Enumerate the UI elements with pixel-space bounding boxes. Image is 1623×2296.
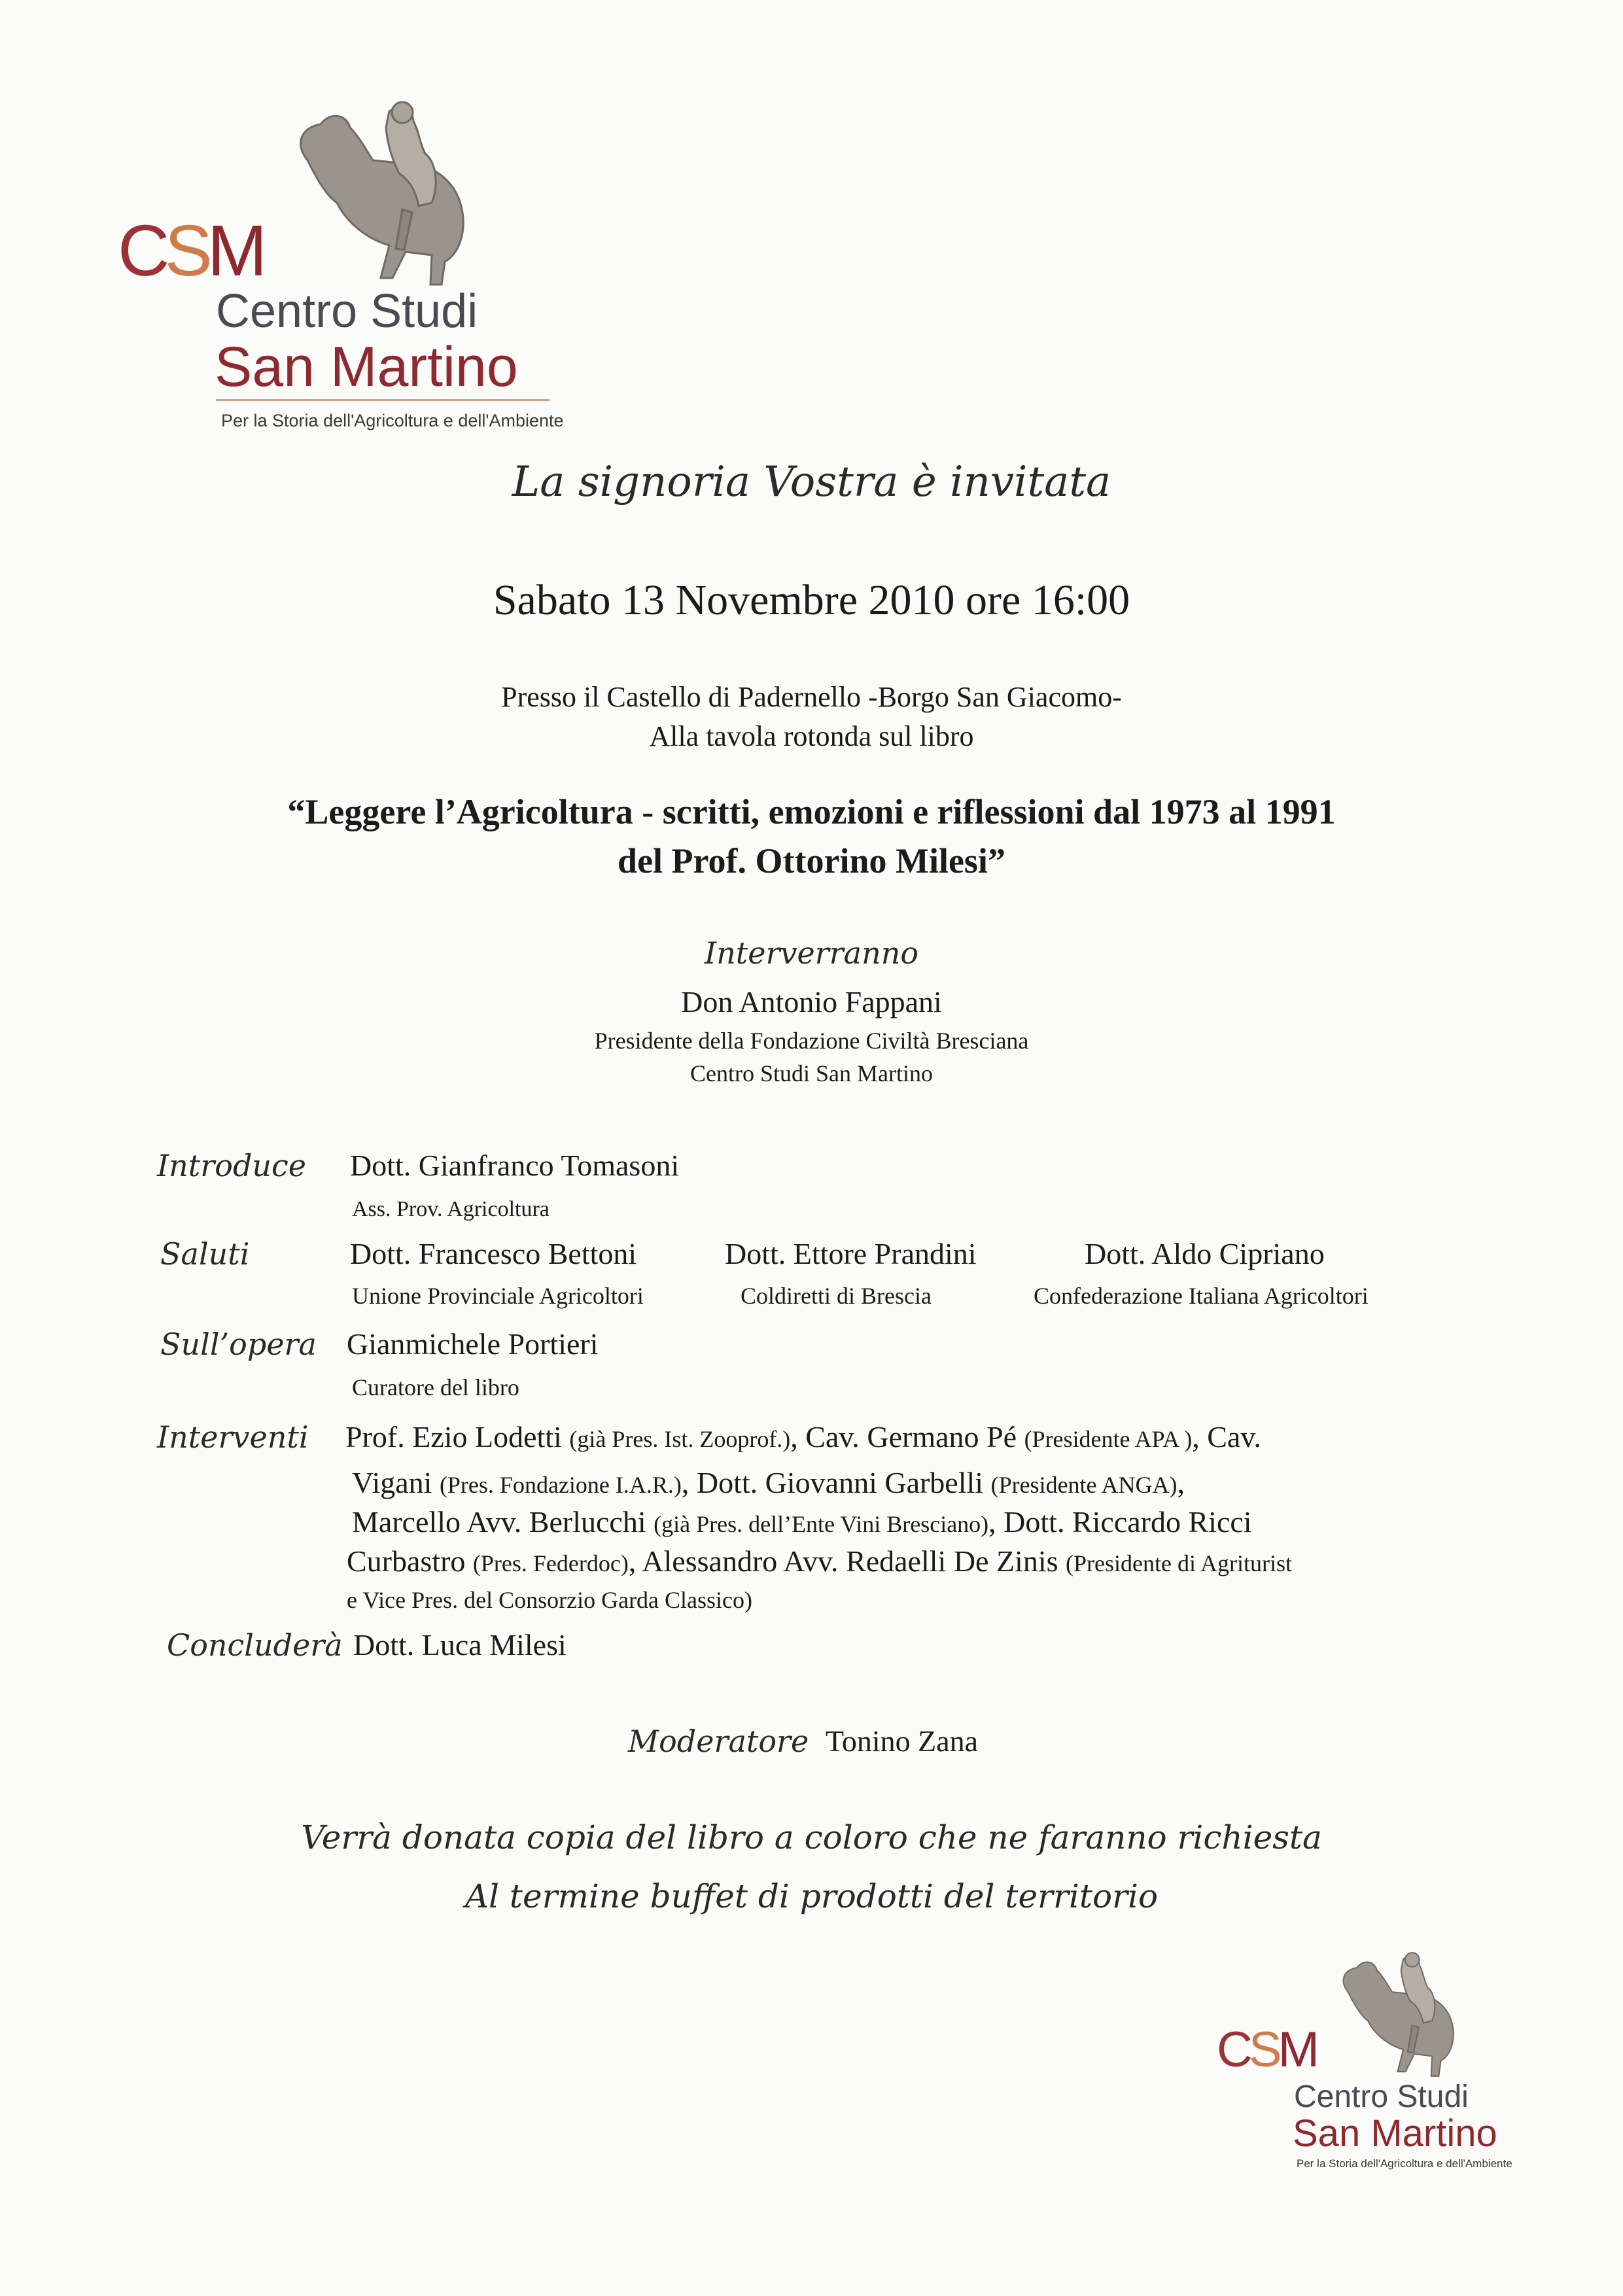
logo-bottom bbox=[1217, 1949, 1531, 2185]
opera-label: Sull’opera bbox=[160, 1327, 317, 1362]
logo-line1: Centro Studi bbox=[216, 285, 478, 338]
event-date: Sabato 13 Novembre 2010 ore 16:00 bbox=[493, 576, 1130, 624]
logo-divider bbox=[216, 399, 550, 401]
saluti-role-3: Confederazione Italiana Agricoltori bbox=[1034, 1283, 1369, 1309]
moderatore-name: Tonino Zana bbox=[826, 1724, 979, 1758]
book-title-1: “Leggere l’Agricoltura - scritti, emozioni e riflessioni dal 1973 al 1991 bbox=[287, 792, 1336, 831]
logo-mark: CSM bbox=[118, 211, 262, 291]
saluti-name-3: Dott. Aldo Cipriano bbox=[1085, 1237, 1325, 1270]
footer-line-2: Al termine buffet di prodotti del territorio bbox=[464, 1877, 1159, 1915]
book-title-2: del Prof. Ottorino Milesi” bbox=[618, 841, 1005, 880]
opera-name: Gianmichele Portieri bbox=[347, 1327, 599, 1361]
interventi-line-5: e Vice Pres. del Consorzio Garda Classico) bbox=[347, 1587, 753, 1613]
footer-line-1: Verrà donata copia del libro a coloro che ne faranno richiesta bbox=[301, 1818, 1322, 1856]
saluti-role-2: Coldiretti di Brescia bbox=[741, 1283, 932, 1309]
intervene-role-1: Presidente della Fondazione Civiltà Bresciana bbox=[594, 1028, 1029, 1054]
opera-role: Curatore del libro bbox=[352, 1374, 519, 1400]
interventi-line-3: Marcello Avv. Berlucchi (già Pres. dell’Ente Vini Bresciano), Dott. Riccardo Ricci bbox=[352, 1505, 1252, 1539]
logo-tagline: Per la Storia dell'Agricoltura e dell'Ambiente bbox=[221, 411, 564, 430]
conclude-label: Concluderà bbox=[167, 1627, 343, 1663]
logo-tagline: Per la Storia dell'Agricoltura e dell'Ambiente bbox=[1297, 2157, 1512, 2170]
logo-line2: San Martino bbox=[1293, 2112, 1497, 2155]
logo-mark: CSM bbox=[1217, 2022, 1316, 2078]
conclude-name: Dott. Luca Milesi bbox=[353, 1628, 567, 1661]
saluti-name-2: Dott. Ettore Prandini bbox=[725, 1237, 977, 1270]
invite-heading: La signoria Vostra è invitata bbox=[512, 458, 1111, 506]
interventi-line-2: Vigani (Pres. Fondazione I.A.R.), Dott. Giovanni Garbelli (Presidente ANGA), bbox=[352, 1466, 1185, 1499]
horse-rider-statue-icon bbox=[1321, 1949, 1472, 2083]
introduce-label: Introduce bbox=[157, 1148, 307, 1183]
introduce-role: Ass. Prov. Agricoltura bbox=[352, 1197, 550, 1221]
saluti-role-1: Unione Provinciale Agricoltori bbox=[352, 1283, 644, 1309]
intervene-role-2: Centro Studi San Martino bbox=[690, 1060, 933, 1087]
intervene-name: Don Antonio Fappani bbox=[681, 985, 942, 1018]
logo-line1: Centro Studi bbox=[1294, 2079, 1469, 2114]
venue-line-2: Alla tavola rotonda sul libro bbox=[649, 720, 974, 752]
introduce-name: Dott. Gianfranco Tomasoni bbox=[350, 1149, 680, 1182]
logo-top bbox=[111, 98, 569, 438]
saluti-label: Saluti bbox=[160, 1236, 250, 1272]
interventi-line-1: Prof. Ezio Lodetti (già Pres. Ist. Zooprof.), Cav. Germano Pé (Presidente APA ), Cav. bbox=[345, 1420, 1261, 1453]
saluti-name-1: Dott. Francesco Bettoni bbox=[350, 1237, 637, 1270]
logo-line2: San Martino bbox=[215, 336, 518, 398]
venue-line-1: Presso il Castello di Padernello -Borgo San Giacomo- bbox=[501, 681, 1122, 713]
intervene-label: Interverranno bbox=[704, 935, 919, 971]
interventi-line-4: Curbastro (Pres. Federdoc), Alessandro Avv. Redaelli De Zinis (Presidente di Agriturist bbox=[347, 1544, 1292, 1578]
moderatore-label: Moderatore bbox=[628, 1724, 809, 1759]
horse-rider-statue-icon bbox=[268, 98, 491, 294]
interventi-label: Interventi bbox=[157, 1419, 309, 1455]
